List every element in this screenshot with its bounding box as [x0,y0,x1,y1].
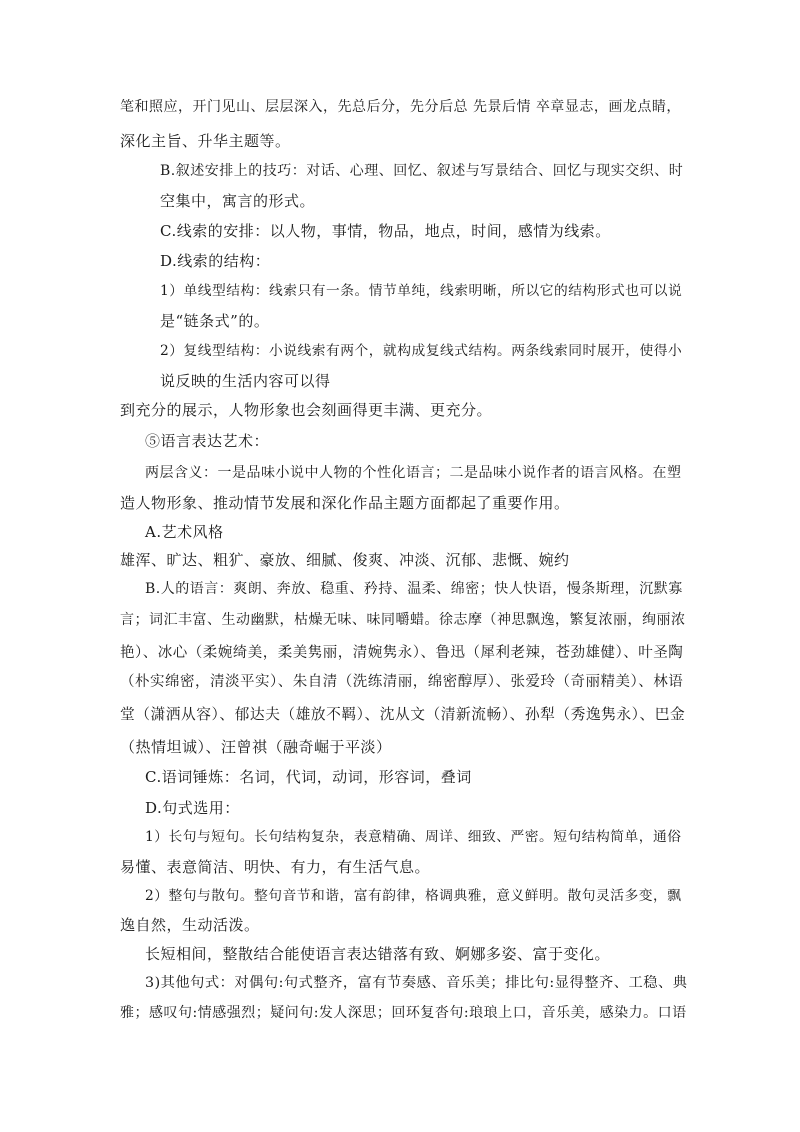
text-line: 1）单线型结构：线索只有一条。情节单纯，线索明晰，所以它的结构形式也可以说 [160,283,683,299]
text-line: 艳）、冰心（柔婉绮美，柔美隽丽，清婉隽永）、鲁迅（犀利老辣，苍劲雄健）、叶圣陶 [120,645,684,661]
text-line: ⑤语言表达艺术： [145,432,270,450]
text-line: 说反映的生活内容可以得 [160,372,331,390]
text-line: 雅；感叹句:情感强烈；疑问句:发人深思；回环复沓句:琅琅上口，音乐美，感染力。口语 [120,1005,687,1021]
text-line: 逸自然，生动活泼。 [120,916,260,934]
text-line: （朴实绵密，清淡平实）、朱自清（洗练清丽，绵密醇厚）、张爱玲（奇丽精美）、林语 [120,674,684,690]
text-line: 深化主旨、升华主题等。 [120,132,291,150]
text-line: D.句式选用： [145,799,240,817]
text-line: B.叙述安排上的技巧：对话、心理、回忆、叙述与写景结合、回忆与现实交织、时 [160,163,684,179]
text-line: 2）复线型结构：小说线索有两个，就构成复线式结构。两条线索同时展开，使得小 [160,343,683,359]
text-line: A.艺术风格 [145,523,224,541]
text-line: D.线索的结构： [160,252,271,270]
text-line: 2）整句与散句。整句音节和谐，富有韵律，格调典雅，意义鲜明。散句灵活多变，飘 [145,888,682,904]
text-line: 笔和照应，开门见山、层层深入，先总后分，先分后总 先景后情 卒章显志，画龙点睛， [120,99,681,115]
text-line: 长短相间，整散结合能使语言表达错落有致、婀娜多姿、富于变化。 [145,945,611,963]
text-line: 雄浑、旷达、粗犷、豪放、细腻、俊爽、冲淡、沉郁、悲慨、婉约 [120,551,570,569]
text-line: 空集中，寓言的形式。 [160,192,316,210]
text-line: 两层含义：一是品味小说中人物的个性化语言；二是品味小说作者的语言风格。在塑 [145,465,682,481]
text-line: 是“链条式”的。 [160,312,270,330]
text-line: B.人的语言：爽朗、奔放、稳重、矜持、温柔、绵密；快人快语，慢条斯理，沉默寡 [145,581,683,597]
text-line: 堂（潇洒从容）、郁达夫（雄放不羁）、沈从文（清新流畅）、孙犁（秀逸隽永）、巴金 [120,706,686,723]
text-line: （热情坦诚）、汪曾祺（融奇崛于平淡） [120,738,392,756]
text-line: 到充分的展示，人物形象也会刻画得更丰满、更充分。 [120,401,493,419]
text-line: C.线索的安排：以人物，事情，物品，地点，时间，感情为线索。 [160,222,611,240]
text-line: 易懂、表意简洁、明快、有力，有生活气息。 [120,858,431,876]
text-line: 造人物形象、推动情节发展和深化作品主题方面都起了重要作用。 [120,494,570,512]
text-line: 言；词汇丰富、生动幽默，枯燥无味、味同嚼蜡。徐志摩（神思飘逸，繁复浓丽，绚丽浓 [120,612,686,628]
text-line: C.语词锤炼：名词，代词，动词，形容词，叠词 [145,768,472,786]
text-line: 3)其他句式：对偶句:句式整齐，富有节奏感、音乐美；排比句:显得整齐、工稳、典 [145,975,688,991]
text-line: 1）长句与短句。长句结构复杂，表意精确、周详、细致、严密。短句结构简单，通俗 [145,829,682,845]
